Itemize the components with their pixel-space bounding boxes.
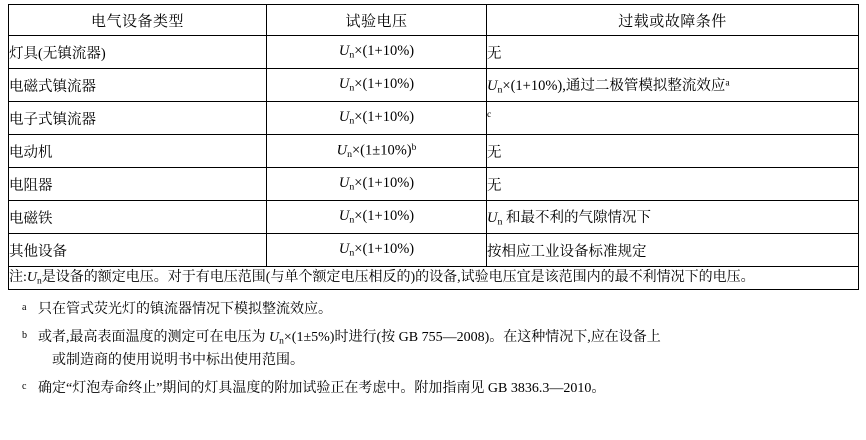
table-row bbox=[9, 102, 859, 135]
footnote-mark-a: a bbox=[22, 302, 27, 314]
footnote-marker-c: c bbox=[487, 109, 492, 121]
footnote-a bbox=[8, 299, 858, 327]
footnotes-block bbox=[8, 290, 858, 406]
note-label: 注: bbox=[9, 270, 27, 285]
condition-voltage-subscript: n bbox=[497, 216, 503, 228]
footnote-c bbox=[8, 378, 858, 406]
voltage-symbol: U bbox=[338, 241, 350, 258]
table-row bbox=[9, 135, 859, 168]
footnote-b bbox=[8, 327, 858, 378]
note-voltage-subscript: n bbox=[37, 276, 42, 287]
voltage-subscript: n bbox=[349, 49, 355, 61]
cell-condition bbox=[487, 201, 859, 234]
table-header bbox=[9, 5, 859, 36]
cell-condition: 无 bbox=[487, 135, 859, 168]
cell-test-voltage bbox=[267, 201, 487, 234]
cell-condition: 无 bbox=[487, 36, 859, 69]
column-header-fault-condition: 过载或故障条件 bbox=[487, 5, 859, 36]
table-row bbox=[9, 36, 859, 69]
voltage-expression: ×(1+10%) bbox=[354, 109, 415, 126]
voltage-expression: ×(1+10%) bbox=[354, 241, 415, 258]
cell-equipment-type: 灯具(无镇流器) bbox=[9, 36, 267, 69]
cell-test-voltage bbox=[267, 36, 487, 69]
note-text: 是设备的额定电压。对于有电压范围(与单个额定电压相反的)的设备,试验电压宜是该范围内的最不利情况下的电压。 bbox=[41, 270, 755, 285]
cell-condition bbox=[487, 102, 859, 135]
condition-voltage-symbol: U bbox=[487, 210, 498, 227]
footnote-text-a: 只在管式荧光灯的镇流器情况下模拟整流效应。 bbox=[38, 302, 332, 318]
condition-voltage-symbol: U bbox=[487, 78, 498, 95]
cell-test-voltage bbox=[267, 234, 487, 267]
condition-text: 和最不利的气隙情况下 bbox=[506, 210, 652, 227]
table-body bbox=[9, 36, 859, 290]
table-note-row bbox=[9, 267, 859, 290]
footnote-b-continuation: 或制造商的使用说明书中标出使用范围。 bbox=[52, 352, 304, 368]
voltage-subscript: n bbox=[349, 247, 355, 259]
voltage-symbol: U bbox=[336, 142, 348, 159]
table-row bbox=[9, 201, 859, 234]
cell-equipment-type: 电磁铁 bbox=[9, 201, 267, 234]
table-header-row bbox=[9, 5, 859, 36]
cell-test-voltage bbox=[267, 102, 487, 135]
cell-equipment-type: 电阻器 bbox=[9, 168, 267, 201]
voltage-expression: ×(1+10%) bbox=[354, 43, 415, 60]
cell-equipment-type: 其他设备 bbox=[9, 234, 267, 267]
footnote-text-c: 确定“灯泡寿命终止”期间的灯具温度的附加试验正在考虑中。附加指南见 GB 3836.3—2010。 bbox=[38, 380, 606, 396]
voltage-symbol: U bbox=[338, 208, 350, 225]
table-row bbox=[9, 69, 859, 102]
voltage-expression: ×(1±10%) bbox=[352, 142, 412, 159]
footnote-mark-b: b bbox=[22, 330, 28, 342]
column-header-equipment-type: 电气设备类型 bbox=[9, 5, 267, 36]
voltage-expression: ×(1+10%) bbox=[354, 76, 415, 93]
note-voltage-symbol: U bbox=[26, 270, 38, 285]
column-header-test-voltage: 试验电压 bbox=[267, 5, 487, 36]
footnote-b-post: ×(1±5%)时进行(按 GB 755—2008)。在这种情况下,应在设备上 bbox=[283, 330, 661, 346]
footnote-b-pre: 或者,最高表面温度的测定可在电压为 bbox=[38, 330, 269, 346]
voltage-expression: ×(1+10%) bbox=[354, 208, 415, 225]
cell-test-voltage bbox=[267, 168, 487, 201]
cell-test-voltage bbox=[267, 69, 487, 102]
voltage-symbol: U bbox=[338, 175, 350, 192]
electrical-equipment-table bbox=[8, 4, 859, 290]
table-row bbox=[9, 234, 859, 267]
voltage-subscript: n bbox=[349, 82, 355, 94]
voltage-subscript: n bbox=[349, 181, 355, 193]
voltage-symbol: U bbox=[338, 76, 350, 93]
cell-test-voltage bbox=[267, 135, 487, 168]
footnote-marker-a: a bbox=[725, 77, 730, 89]
cell-condition: 按相应工业设备标准规定 bbox=[487, 234, 859, 267]
footnote-marker-b: b bbox=[411, 142, 417, 154]
footnote-b-voltage-subscript: n bbox=[279, 336, 284, 347]
condition-voltage-subscript: n bbox=[497, 84, 503, 96]
cell-equipment-type: 电子式镇流器 bbox=[9, 102, 267, 135]
footnote-text-b bbox=[38, 327, 852, 372]
footnote-b-voltage-symbol: U bbox=[269, 330, 280, 346]
footnote-mark-c: c bbox=[22, 380, 27, 392]
cell-equipment-type: 电磁式镇流器 bbox=[9, 69, 267, 102]
table-row bbox=[9, 168, 859, 201]
voltage-expression: ×(1+10%) bbox=[354, 175, 415, 192]
cell-equipment-type: 电动机 bbox=[9, 135, 267, 168]
voltage-subscript: n bbox=[347, 148, 352, 160]
cell-condition bbox=[487, 69, 859, 102]
voltage-subscript: n bbox=[349, 214, 355, 226]
voltage-subscript: n bbox=[349, 115, 355, 127]
cell-condition: 无 bbox=[487, 168, 859, 201]
voltage-symbol: U bbox=[338, 43, 350, 60]
table-note-cell bbox=[9, 267, 859, 290]
condition-text: ×(1+10%),通过二极管模拟整流效应 bbox=[502, 78, 726, 95]
voltage-symbol: U bbox=[338, 109, 350, 126]
